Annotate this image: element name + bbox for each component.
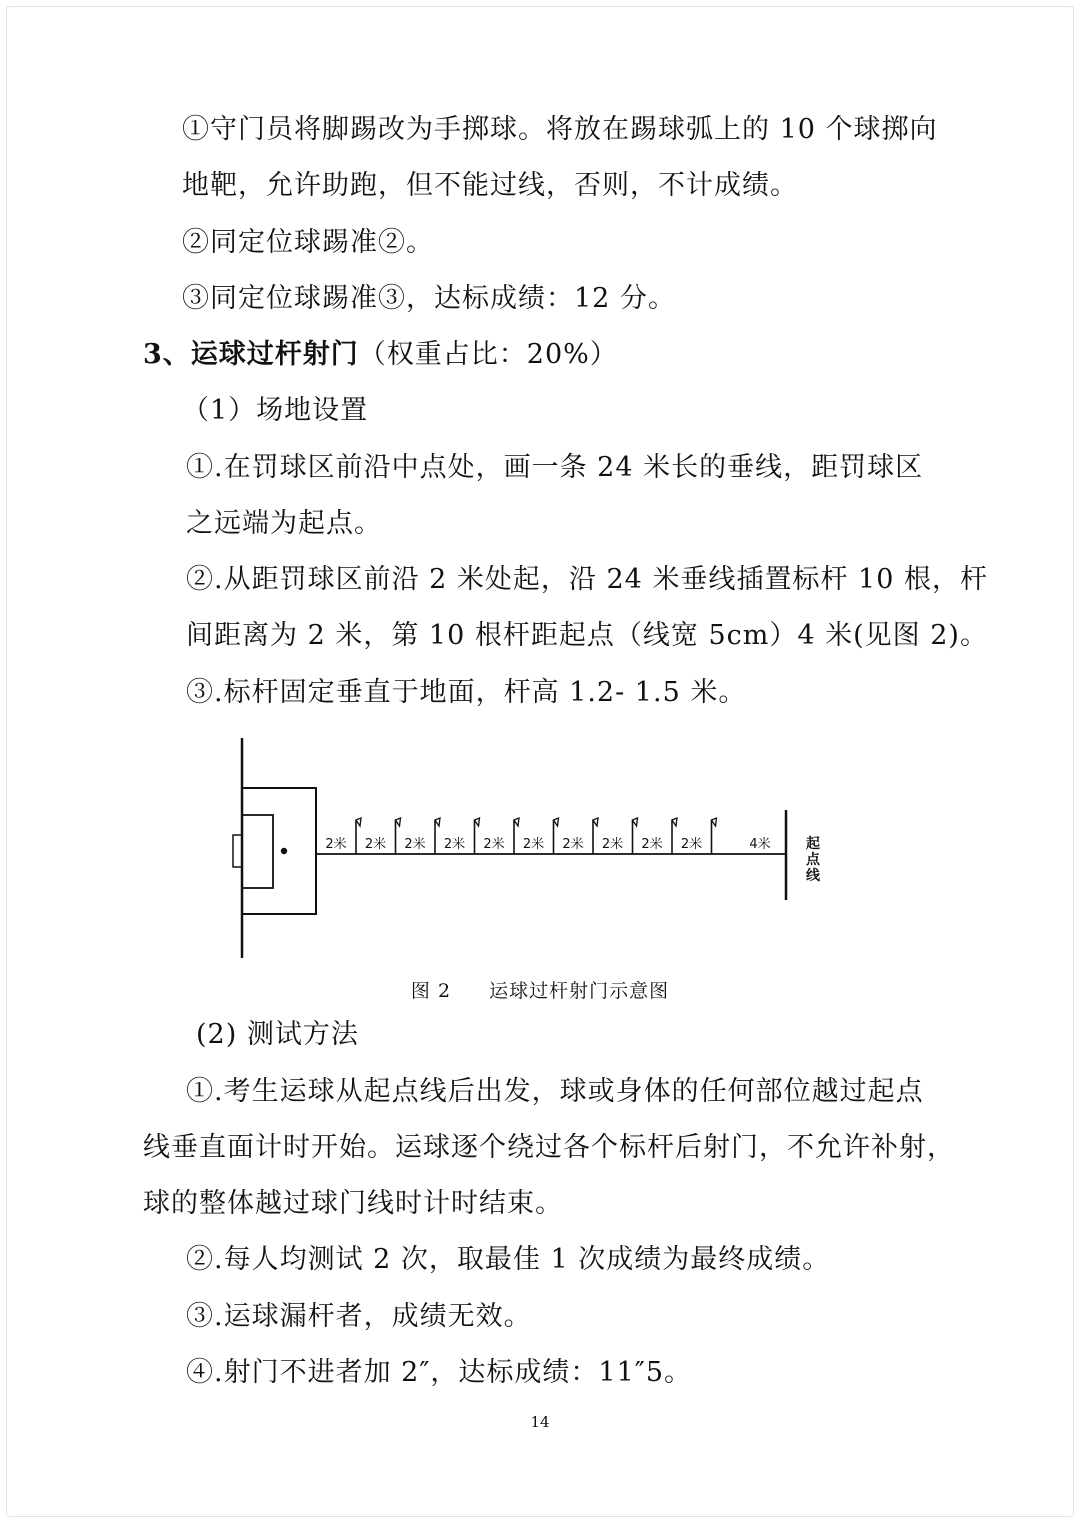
paragraph-line: ②.每人均测试 2 次，取最佳 1 次成绩为最终成绩。 — [186, 1244, 831, 1275]
marker-pole — [435, 818, 440, 854]
paragraph-line: ③同定位球踢准③，达标成绩：12 分。 — [182, 283, 676, 314]
paragraph-line: ③.标杆固定垂直于地面，杆高 1.2- 1.5 米。 — [186, 677, 747, 708]
segment-distance-label: 2米 — [601, 837, 624, 852]
start-line-label-char: 起 — [806, 836, 820, 852]
marker-pole — [633, 818, 638, 854]
marker-pole — [712, 818, 717, 854]
marker-pole — [672, 818, 677, 854]
figure-title: 运球过杆射门示意图 — [489, 980, 670, 1002]
paragraph-line: ④.射门不进者加 2″，达标成绩：11″5。 — [186, 1357, 693, 1388]
section-heading-title: 3、运球过杆射门 — [143, 339, 359, 370]
segment-distance-label: 2米 — [325, 837, 347, 852]
penalty-area — [242, 788, 316, 914]
marker-pole — [396, 818, 401, 854]
paragraph-line: 球的整体越过球门线时计时结束。 — [143, 1188, 563, 1219]
marker-pole — [554, 818, 559, 854]
subsection-title: （1）场地设置 — [182, 395, 369, 426]
segment-distance-label: 2米 — [641, 837, 663, 852]
segment-distance-label: 2米 — [443, 837, 466, 852]
marker-pole — [593, 818, 598, 854]
goal-area — [242, 815, 273, 888]
segment-distance-label: 2米 — [522, 837, 545, 852]
segment-distance-label: 2米 — [483, 837, 505, 852]
marker-pole — [514, 818, 519, 854]
page-number: 14 — [530, 1413, 550, 1431]
start-line-label-char: 线 — [806, 868, 820, 884]
paragraph-line: 地靶，允许助跑，但不能过线，否则，不计成绩。 — [182, 170, 798, 201]
paragraph-line: 间距离为 2 米，第 10 根杆距起点（线宽 5cm）4 米(见图 2)。 — [186, 620, 988, 651]
paragraph-line: ①.在罚球区前沿中点处，画一条 24 米长的垂线，距罚球区 — [186, 452, 924, 483]
paragraph-line: ①守门员将脚踢改为手掷球。将放在踢球弧上的 10 个球掷向 — [182, 114, 938, 145]
marker-pole — [356, 818, 361, 854]
paragraph-line: ③.运球漏杆者，成绩无效。 — [186, 1301, 532, 1332]
figure-caption — [0, 976, 1080, 1003]
segment-distance-label: 2米 — [680, 837, 703, 852]
segment-distance-label: 2米 — [364, 837, 387, 852]
final-segment-label: 4米 — [749, 837, 771, 852]
paragraph-line: ①.考生运球从起点线后出发，球或身体的任何部位越过起点 — [186, 1076, 924, 1107]
segment-distance-label: 2米 — [404, 837, 426, 852]
penalty-spot — [281, 848, 287, 854]
paragraph-line: ②同定位球踢准②。 — [182, 227, 434, 258]
paragraph-line: 线垂直面计时开始。运球逐个绕过各个标杆后射门，不允许补射， — [143, 1132, 955, 1163]
marker-pole — [475, 818, 480, 854]
figure-number: 图 2 — [410, 980, 452, 1002]
goal — [233, 835, 242, 867]
section-heading-weight-note: （权重占比：20%） — [358, 339, 618, 370]
paragraph-line: ②.从距罚球区前沿 2 米处起，沿 24 米垂线插置标杆 10 根，杆 — [186, 564, 988, 595]
paragraph-line: 之远端为起点。 — [186, 508, 382, 539]
segment-distance-label: 2米 — [562, 837, 584, 852]
subsection-title: (2) 测试方法 — [196, 1019, 359, 1050]
start-line-label-char: 点 — [806, 852, 820, 868]
